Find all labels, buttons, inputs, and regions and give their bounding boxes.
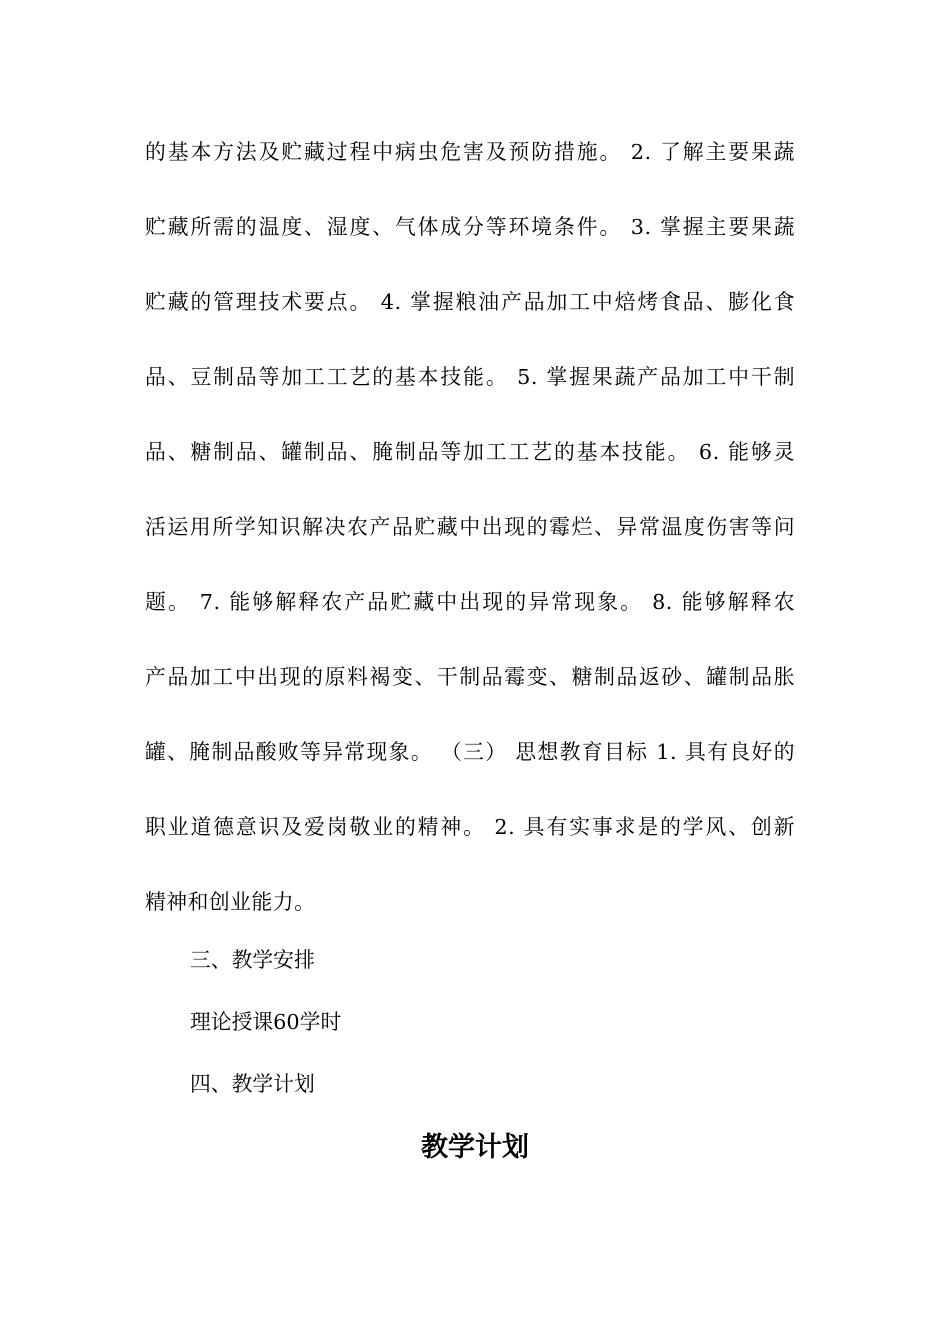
teaching-plan-heading: 教学计划: [421, 1132, 529, 1163]
section-four-title: 四、教学计划: [190, 1072, 315, 1096]
paragraph-line-9: 罐、腌制品酸败等异常现象。 （三） 思想教育目标 1. 具有良好的: [145, 740, 795, 764]
section-three-title: 三、教学安排: [190, 948, 315, 972]
paragraph-line-11: 精神和创业能力。: [145, 890, 316, 914]
paragraph-line-7: 题。 7. 能够解释农产品贮藏中出现的异常现象。 8. 能够解释农: [145, 590, 795, 614]
sections-block: [190, 940, 790, 1126]
paragraph-line-2: 贮藏所需的温度、湿度、气体成分等环境条件。 3. 掌握主要果蔬: [145, 215, 795, 239]
objectives-paragraph: [145, 132, 795, 957]
paragraph-line-5: 品、糖制品、罐制品、腌制品等加工工艺的基本技能。 6. 能够灵: [145, 440, 795, 464]
paragraph-line-10: 职业道德意识及爱岗敬业的精神。 2. 具有实事求是的学风、创新: [145, 815, 795, 839]
paragraph-line-1: 的基本方法及贮藏过程中病虫危害及预防措施。 2. 了解主要果蔬: [145, 140, 795, 164]
paragraph-line-4: 品、豆制品等加工工艺的基本技能。 5. 掌握果蔬产品加工中干制: [145, 365, 795, 389]
paragraph-line-6: 活运用所学知识解决农产品贮藏中出现的霉烂、异常温度伤害等问: [145, 515, 795, 539]
section-three-body: 理论授课60学时: [190, 1010, 342, 1034]
paragraph-line-3: 贮藏的管理技术要点。 4. 掌握粮油产品加工中焙烤食品、膨化食: [145, 290, 795, 314]
paragraph-line-8: 产品加工中出现的原料褐变、干制品霉变、糖制品返砂、罐制品胀: [145, 665, 795, 689]
